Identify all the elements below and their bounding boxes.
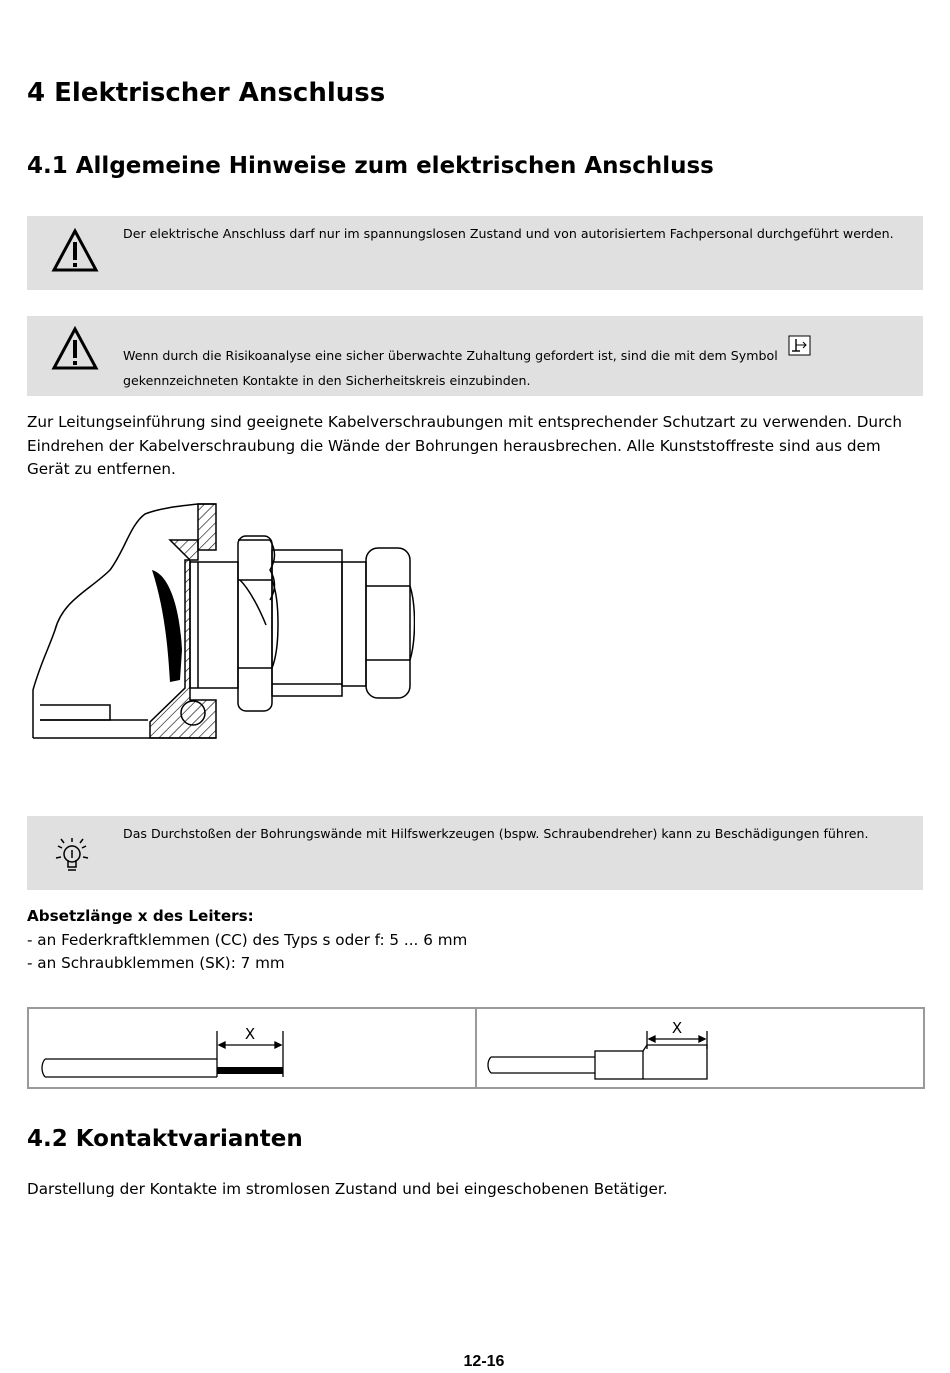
strip-length-list (27, 905, 927, 976)
page-number: 12-16 (463, 1353, 505, 1370)
strip-label-right: X (671, 1019, 683, 1037)
warning-triangle-icon (51, 228, 99, 274)
cable-gland-illustration (30, 500, 415, 745)
warning-text-2 (123, 343, 812, 393)
variants-description: Darstellung der Kontakte im stromlosen Zustand und bei eingeschobenen Betätiger. (27, 1180, 668, 1198)
section-heading-variants: 4.2 Kontaktvarianten (27, 1126, 303, 1152)
section-heading-general: 4.1 Allgemeine Hinweise zum elektrischen Anschluss (27, 153, 714, 179)
warning-text-1: Der elektrische Anschluss darf nur im spannungslosen Zustand und von autorisiertem Fachpersonal durchgeführt werden. (123, 226, 894, 241)
warning-notice-2 (27, 316, 923, 396)
cable-entry-line-2: Eindrehen der Kabelverschraubung die Wände der Bohrungen herausbrechen. Alle Kunststoffreste sind aus dem (27, 436, 881, 455)
lock-monitoring-symbol-icon (788, 335, 812, 357)
strip-length-title: Absetzlänge x des Leiters: (27, 907, 254, 925)
warning-notice-1 (27, 216, 923, 290)
page-title: 4 Elektrischer Anschluss (27, 78, 386, 108)
cable-entry-line-1: Zur Leitungseinführung sind geeignete Kabelverschraubungen mit entsprechender Schutzart zu verwenden. Durch (27, 413, 902, 431)
tip-text: Das Durchstoßen der Bohrungswände mit Hilfswerkzeugen (bspw. Schraubendreher) kann zu Beschädigungen führen. (123, 826, 869, 841)
strip-length-item-2: - an Schraubklemmen (SK): 7 mm (27, 954, 285, 972)
warning-text-2-line2: gekennzeichneten Kontakte in den Sicherheitskreis einzubinden. (123, 373, 531, 388)
ferrule-wire-right (477, 1009, 923, 1087)
tip-notice (27, 816, 923, 890)
cable-entry-line-3: Gerät zu entfernen. (27, 460, 176, 478)
warning-text-2-line1: Wenn durch die Risikoanalyse eine sicher überwachte Zuhaltung gefordert ist, sind die mit dem Symbol (123, 348, 778, 363)
strip-length-item-1: - an Federkraftklemmen (CC) des Typs s oder f: 5 ... 6 mm (27, 930, 468, 949)
strip-label-left: X (244, 1025, 256, 1043)
warning-triangle-icon (51, 326, 99, 372)
wire-strip-figure (27, 1007, 925, 1089)
lightbulb-tip-icon (52, 836, 92, 876)
cable-entry-paragraph (27, 411, 927, 482)
stripped-wire-left (29, 1009, 475, 1087)
